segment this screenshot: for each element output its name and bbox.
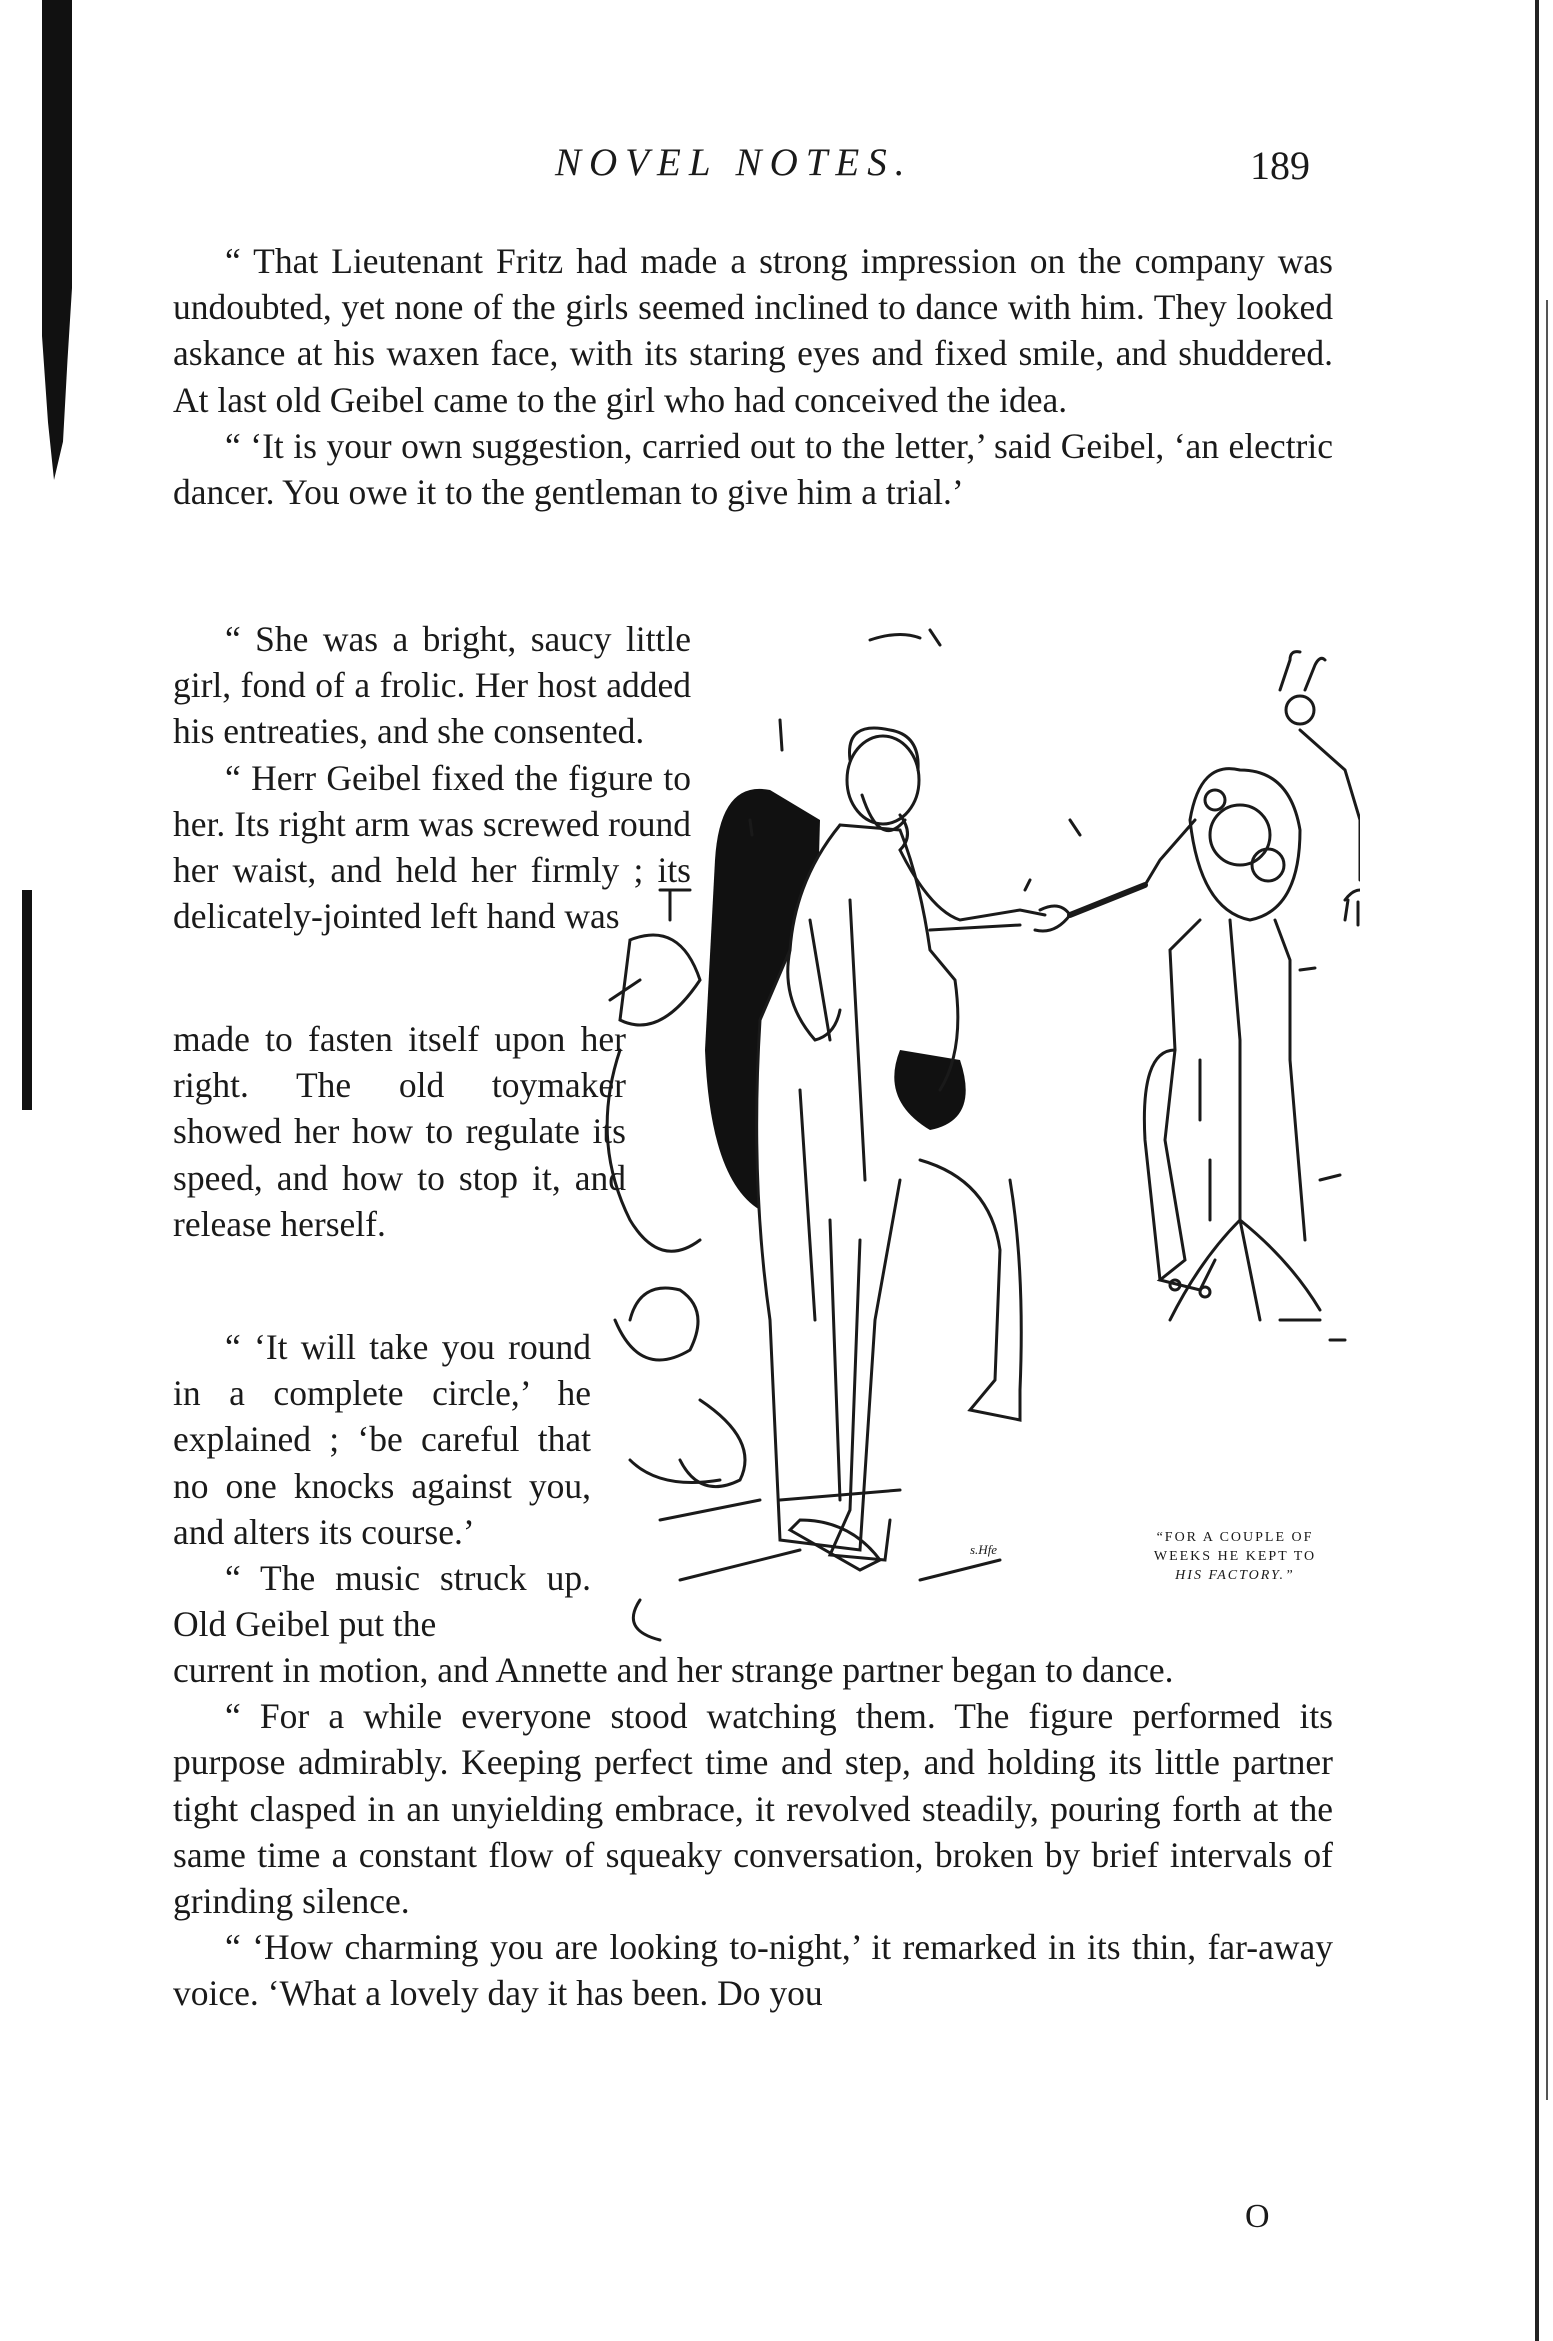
page-header	[0, 140, 1553, 200]
paragraph-4b: made to fasten itself upon her right. The old toymaker showed her how to regulate its speed, and how to stop it, and release herself.	[173, 1019, 626, 1244]
page-number: 189	[1250, 143, 1310, 188]
paragraph-5: “ ‘It will take you round in a complete circle,’ he explained ; ‘be careful that no one knocks against you, and alters its course.’	[173, 1327, 591, 1552]
paragraph-6a: “ The music struck up. Old Geibel put the	[173, 1558, 591, 1645]
caption-line-2: WEEKS HE KEPT TO	[1153, 1549, 1317, 1564]
paragraph-6b: current in motion, and Annette and her strange partner began to dance.	[173, 1650, 1174, 1690]
caption-line-1: “FOR A COUPLE OF	[1156, 1530, 1314, 1545]
text-block-left-c	[173, 1324, 591, 1647]
scan-edge-shadow	[42, 0, 72, 480]
illustration-toymaker-automaton	[600, 620, 1360, 1650]
illustration-caption	[1100, 1528, 1370, 1585]
caption-line-3: HIS FACTORY.”	[1175, 1568, 1295, 1583]
illustrator-signature: s.Hfe	[970, 1542, 998, 1557]
running-title: NOVEL NOTES.	[555, 141, 913, 184]
paragraph-8: “ ‘How charming you are looking to-night,’ it remarked in its thin, far-away voice. ‘What a lovely day it has been. Do you	[173, 1927, 1333, 2014]
paragraph-7: “ For a while everyone stood watching them. The figure performed its purpose admirably. Keeping perfect time and step, and holding its little partner tight clasped in an unyielding embrace, it revolved steadily, pouring forth at the same time a constant flow of squeaky conversation, broken by brief intervals of grinding silence.	[173, 1696, 1333, 1922]
paragraph-2: “ ‘It is your own suggestion, carried out to the letter,’ said Geibel, ‘an electric dancer. You owe it to the gentleman to give him a trial.’	[173, 425, 1333, 513]
paragraph-1: “ That Lieutenant Fritz had made a strong impression on the company was undoubted, yet none of the girls seemed inclined to dance with him. They looked askance at his waxen face, with its staring eyes and fixed smile, and shuddered. At last old Geibel came to the girl who had conceived the idea.	[173, 241, 1333, 420]
scan-edge-mark	[22, 890, 32, 1110]
scan-edge-right-thin	[1546, 300, 1548, 2100]
illustration-drawing	[600, 620, 1360, 1650]
text-block-top	[173, 238, 1333, 515]
printer-signature-mark: O	[1245, 2198, 1270, 2235]
scan-edge-right	[1535, 0, 1539, 2341]
text-block-bottom	[173, 1647, 1333, 2017]
text-block-left-b	[173, 1016, 626, 1247]
paragraph-4a: “ Herr Geibel fixed the figure to her. Its right arm was screwed round her waist, and held her firmly ; its delicately-jointed left hand was	[173, 757, 691, 937]
paragraph-3: “ She was a bright, saucy little girl, fond of a frolic. Her host added his entreaties, and she consented.	[173, 619, 691, 752]
